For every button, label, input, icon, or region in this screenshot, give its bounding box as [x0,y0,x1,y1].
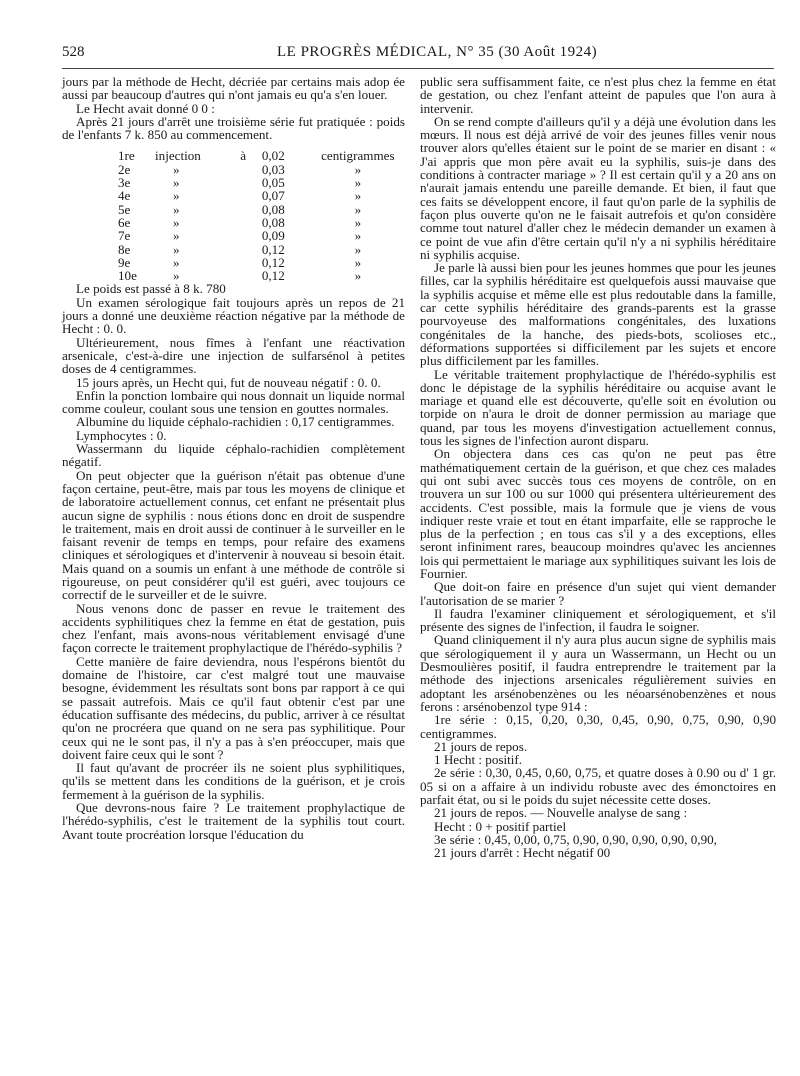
paragraph: On objectera dans ces cas qu'on ne peut pas être mathématiquement certain de la guérison, et que chez ces malades qui ont subi avec succès tous ces moyens de contrôle, on en trouvera un sur 100 ou sur 1000 qui présentera ultérieurement des accidents. C'est possible, mais la formule que je viens de vous indiquer reste vraie et tout en étant imparfaite, elle se rapproche le plus de la perfection ; en tous cas s'il y a des exceptions, elles seront infiniment rares, beaucoup moindres qu'avec les anciennes lois qui permettaient le mariage aux syphilitiques suivant les lois de Fournier. [420,446,776,581]
dose-label: » [173,188,180,204]
dose-value: 0,05 [261,175,285,191]
dose-unit: » [354,254,362,270]
dose-prep [240,216,262,229]
paragraph: Que devrons-nous faire ? Le traitement prophylactique de l'hérédo-syphilis, c'est le traitement de la syphilis tout court. Avant toute procréation lorsque l'éducation du [62,800,405,842]
right-column [420,75,776,860]
dose-prep: à [240,148,246,164]
paragraph: Après 21 jours d'arrêt une troisième série fut pratiquée : poids de l'enfants 7 k. 850 au commencement. [62,113,405,143]
paragraph: Lymphocytes : 0. [76,427,167,443]
dose-unit: » [354,175,362,191]
dose-ordinal: 9e [118,254,131,270]
paragraph: Il faut qu'avant de procréer ils ne soient plus syphilitiques, qu'ils se mettent dans les conditions de la guérison, et je crois fermement à la guérison de la syphilis. [62,760,405,802]
dose-row [118,189,405,202]
dose-unit: » [354,201,362,217]
paragraph: 21 jours de repos. — Nouvelle analyse de sang : [434,805,688,821]
dose-prep [240,176,262,189]
dose-unit: » [354,161,362,177]
dose-row [118,269,405,282]
dose-value: 0,12 [261,241,285,257]
dose-row [118,256,405,269]
dose-unit: » [354,268,362,284]
dose-ordinal: 4e [118,188,131,204]
dose-unit: » [354,214,362,230]
dose-value: 0,12 [261,268,285,284]
dose-ordinal: 3e [118,175,131,191]
injection-dose-table [118,149,405,282]
paragraph: Cette manière de faire deviendra, nous l'espérons bientôt du domaine de l'histoire, car c'est malgré tout une mauvaise besogne, évidemment les résultats sont bons par rapport à ce qui se passait autrefois. Mais ce qu'il faut obtenir c'est par une éducation suffisante des médecins, du public, arriver à ce résultat qu'on ne procréera que quand on ne sera pas syphilitique. Pour ceux qui ne le sont pas, il n'y a pas à s'en préoccuper, mais que doivent faire ceux qui le sont ? [62,653,405,762]
paragraph: Quand cliniquement il n'y aura plus aucun signe de syphilis mais que sérologiquement il y aura un Wassermann, un Hecht ou un Desmoulières positif, il faudra entreprendre le traitement par la méthode des injections arsenicales régulièrement suivies en adoptant les arsénobenzènes ou les néoarsénobenzènes et nous ferons : arsénobenzol type 914 : [420,632,776,714]
paragraph: 1 Hecht : positif. [434,752,523,768]
dose-unit: » [354,188,362,204]
dose-unit: » [354,241,362,257]
paragraph: Le poids est passé à 8 k. 780 [76,281,226,297]
dose-label: » [173,161,180,177]
dose-value: 0,07 [261,188,285,204]
dose-prep [240,229,262,242]
paragraph: Il faudra l'examiner cliniquement et sérologiquement, et s'il présente des signes de l'infection, il faudra le soigner. [420,605,776,635]
dose-row [118,149,405,162]
paragraph: Que doit-on faire en présence d'un sujet qui vient demander l'autorisation de se marier ? [420,579,776,608]
dose-row [118,243,405,256]
paragraph: 15 jours après, un Hecht qui, fut de nouveau négatif : 0. 0. [76,374,381,390]
dose-ordinal: 7e [118,228,131,244]
paragraph: Je parle là aussi bien pour les jeunes hommes que pour les jeunes filles, car la syphilis héréditaire est quelquefois aussi mauvaise que la syphilis acquise et même elle est plus redoutable dans la famille, car cette syphilis héréditaire des grands-parents est la grasse pourvoyeuse des malformations congénitales, des luxations congénitales de la hanche, des pieds-bots, scolioses etc., déformations supportées si difficilement par les sujets et encore plus difficilement par les familles. [420,260,776,369]
paragraph: On peut objecter que la guérison n'était pas obtenue d'une façon certaine, peut-être, mais par tous les moyens de clinique et de laboratoire actuellement connus, cet enfant ne présentait plus aucun signe de syphilis : nous étions donc en droit de suspendre le traitement, mais en droit aussi de continuer à le surveiller en le faisant revenir de temps en temps, pour refaire des examens cliniques et sérologiques et d'intervenir à nouveau si besoin était. Mais quand on a soumis un enfant à une méthode de contrôle si rigoureuse, on peut considérer qu'il est guéri, avec toujours ce correctif de le surveiller et de le suivre. [62,467,405,603]
dose-label: » [173,241,180,257]
paragraph: 2e série : 0,30, 0,45, 0,60, 0,75, et quatre doses à 0.90 ou d' 1 gr. 05 si on a affaire à un individu robuste avec des émonctoires en parfait état, ou si le poids du sujet nécessite cette doses. [420,765,776,808]
dose-row [118,229,405,242]
paragraph: 3e série : 0,45, 0,00, 0,75, 0,90, 0,90, 0,90, 0,90, 0,90, [434,831,717,847]
paragraph: 21 jours de repos. [434,738,528,754]
left-column [62,75,405,841]
dose-value: 0,08 [261,214,285,230]
dose-ordinal: 2e [118,161,131,177]
dose-label: » [173,254,180,270]
paragraph: jours par la méthode de Hecht, décriée par certains mais adop ée aussi par beaucoup d'autres qui n'ont jamais eu qu'a s'en louer. [62,74,405,103]
dose-label: » [173,214,180,230]
dose-row [118,176,405,189]
paragraph: 1re série : 0,15, 0,20, 0,30, 0,45, 0,90, 0,75, 0,90, 0,90 centigrammes. [420,712,776,741]
paragraph: Wassermann du liquide céphalo-rachidien complètement négatif. [62,441,405,470]
dose-ordinal: 8e [118,241,131,257]
dose-label: » [173,268,180,284]
dose-label: » [173,201,180,217]
dose-ordinal: 6e [118,214,131,230]
paragraph: Nous venons donc de passer en revue le traitement des accidents syphilitiques chez la femme en état de gestation, puis chez l'enfant, mais avons-nous véritablement envisagé d'une façon correcte le traitement prophylactique de l'hérédo-syphilis ? [62,600,405,656]
paragraph: Le véritable traitement prophylactique de l'hérédo-syphilis est donc le dépistage de la syphilis héréditaire ou acquise avant le mariage et quand elle est découverte, qu'elle soit en évolution ou torpide on n'aura le droit de donner permission au mariage que quand, par tous les moyens d'investigation actuellement connus, tous les signes de l'infection auront disparu. [420,366,776,449]
dose-ordinal: 5e [118,201,131,217]
paragraph: 21 jours d'arrêt : Hecht négatif 00 [434,845,611,861]
dose-row [118,203,405,216]
dose-prep [240,163,262,176]
dose-value: 0,03 [261,161,285,177]
dose-value: 0,12 [261,254,285,270]
journal-title: LE PROGRÈS MÉDICAL, N° 35 (30 Août 1924) [277,44,598,60]
dose-row [118,216,405,229]
dose-row [118,163,405,176]
paragraph: Enfin la ponction lombaire qui nous donnait un liquide normal comme couleur, coulant sous une tension en gouttes normales. [62,387,405,417]
paragraph: Le Hecht avait donné 0 0 : [76,100,215,116]
dose-unit: » [354,228,362,244]
page-header [62,44,774,69]
paragraph: Un examen sérologique fait toujours après un repos de 21 jours a donné une deuxième réaction négative par la méthode de Hecht : 0. 0. [62,294,405,337]
dose-prep [240,269,262,282]
paragraph: public sera suffisamment faite, ce n'est plus chez la femme en état de gestation, ou chez l'enfant atteint de papules que l'on aura à intervenir. [420,74,776,116]
paragraph: Ultérieurement, nous fîmes à l'enfant une réactivation arsenicale, c'est-à-dire une injection de sulfarsénol à petites doses de 4 centigrammes. [62,334,405,377]
paragraph: Hecht : 0 + positif partiel [434,818,567,834]
dose-label: » [173,175,180,191]
dose-prep [240,203,262,216]
dose-ordinal: 10e [118,268,137,284]
dose-ordinal: 1re [118,148,135,164]
dose-label: injection [155,148,201,164]
dose-prep [240,189,262,202]
dose-prep [240,256,262,269]
dose-unit: centigrammes [321,148,395,164]
page-number: 528 [62,44,85,60]
dose-prep [240,243,262,256]
paragraph: Albumine du liquide céphalo-rachidien : 0,17 centigrammes. [76,414,395,430]
dose-value: 0,02 [261,148,285,164]
dose-value: 0,09 [261,228,285,244]
paragraph: On se rend compte d'ailleurs qu'il y a déjà une évolution dans les mœurs. Il nous est déjà arrivé de voir des jeunes filles venir nous trouver alors qu'elles étaient sur le point de se marier en disant : « J'ai appris que mon père avait eu la syphilis, suis-je dans des conditions à contracter mariage » ? Il est certain qu'il y a 20 ans on n'aurait jamais entendu une pareille demande. Et bien, il faut que ces faits se développent encore, il faut qu'on parle de la syphilis de façon plus ouverte qu'on ne le faisait autrefois et qu'on considère comme tout naturel d'aller chez le médecin demander un examen à ce point de vue afin d'être certain qu'il n'y a ni syphilis héréditaire ni syphilis acquise. [420,113,776,262]
dose-label: » [173,228,180,244]
dose-value: 0,08 [261,201,285,217]
